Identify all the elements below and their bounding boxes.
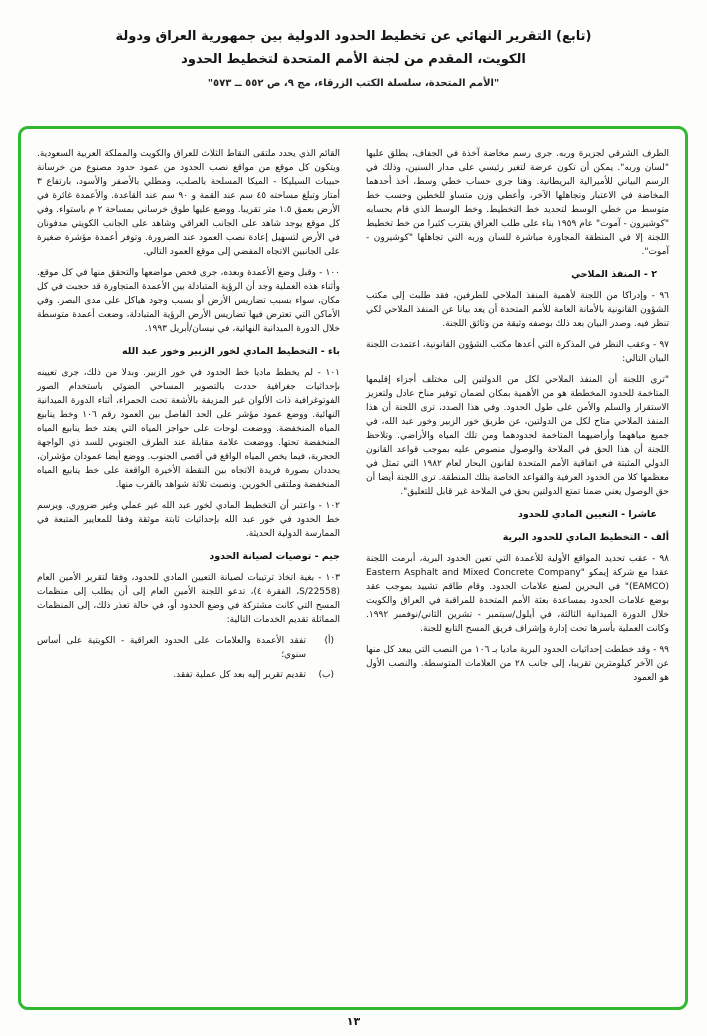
subsection-heading-maintenance-recommendations: جيم - توصيات لصيانة الحدود bbox=[209, 551, 340, 562]
paragraph-103: ١٠٣ - بغية اتخاذ ترتيبات لصيانة التعيين المادي للحدود، وفقا لتقرير الأمين العام (S/22558، الفقرة ٤)، تدعو اللجنة الأمين العام إلى أن يطلب إلى منظمات المسح التي كانت مشتركة في وضع الحدود أو، في حالة تعذر ذلك، إلى المنظمات المماثلة تقديم الخدمات التالية: bbox=[37, 573, 341, 625]
paragraph-99: ٩٩ - وقد خططت إحداثيات الحدود البرية ماديا بـ ١٠٦ من النصب التي يبعد كل منها عن الآخر كيلومترين تقريبا، إلى جانب ٢٨ من العلامات المتوسطة. والنصب الأول هو العمود bbox=[366, 645, 669, 683]
two-column-layout bbox=[37, 147, 669, 995]
document-title-line1: (تابع) التقرير النهائي عن تخطيط الحدود الدولية بين جمهورية العراق ودولة bbox=[115, 29, 592, 44]
list-marker-a: (أ) bbox=[324, 636, 334, 646]
document-header bbox=[0, 0, 707, 89]
subsection-heading-land-boundary: ألف - التخطيط المادي للحدود البرية bbox=[502, 532, 669, 543]
paragraph-102: ١٠٢ - واعتبر أن التخطيط المادي لخور عبد الله غير عملي وغير ضروري. ويرسم خط الحدود في خور عبد الله بإحداثيات ثابتة موثقة وفقا للمعايير المتبعة في الممارسة الدولية الحديثة. bbox=[37, 501, 340, 539]
list-text-b: تقديم تقرير إليه بعد كل عملية تفقد. bbox=[173, 670, 306, 680]
list-marker-b: (ب) bbox=[318, 670, 334, 680]
paragraph-101: ١٠١ - لم يخطط ماديا خط الحدود في خور الزبير. وبدلا من ذلك، جرى تعيينه بإحداثيات جغرافية حددت بالتصوير المساحي الضوئي باستخدام الصور الفوتوغرافية ذات الألوان غير المزيفة بالأشعة تحت الحمراء، أثناء الدورة الميدانية النهائية. ووضع عمود مؤشر على الحد الفاصل بين العمود رقم ١٠٦ وخط ينابيع المياه المنخفضة. ووضعت لوحات على حواجز المياه التي يعتد خط ينابيع المياه المنخفضة تحتها. ووضعت علامة مقابلة عند الطرف الجنوبي للسد ذي الواجهة الحجرية، فيما يخص المياه الواقع في أقصى الجنوب. ووضع أيضا عمودان مؤشران، يحددان بصورة فريدة الاتجاه بين النقطة الأخيرة الواقعة على خط ينابيع المياه المنخفضة وملتقى الخورين. ونصبت ثلاثة شواهد بالقرب منها. bbox=[37, 368, 340, 490]
document-title-line2: الكويت، المقدم من لجنة الأمم المتحدة لتخطيط الحدود bbox=[181, 51, 526, 67]
paragraph-100: ١٠٠ - وقبل وضع الأعمدة وبعده، جرى فحص مواضعها والتحقق منها في كل موقع. وأثناء هذه العملية وجد أن الرؤية المتبادلة بين الأعمدة المتجاورة قد حجبت في كل مكان، سواء بسبب تضاريس الأرض أو بسبب وجود هياكل على مدى البصر. وفي الأماكن التي تعترض فيها تضاريس الأرض الرؤية المتبادلة، وضعت أعمدة متوسطة خلال الدورة الميدانية النهائية، في نيسان/أبريل ١٩٩٣. bbox=[37, 268, 340, 334]
list-text-a: تفقد الأعمدة والعلامات على الحدود العراقية - الكويتية على أساس سنوي؛ bbox=[37, 636, 306, 660]
column-right bbox=[366, 147, 669, 995]
page-number: ١٣ bbox=[346, 1015, 361, 1028]
list-item-a bbox=[37, 634, 340, 662]
paragraph-continuation: الطرف الشرقي لجزيرة وربه. جرى رسم مخاضة آخذة في الجفاف، يطلق عليها "لسان وربه". يمكن أن تكون عرضة لتغير رئيسي على مدار السنين، وذلك في الرسم البياني للأميرالية البريطانية. وهنا جرى حساب خطي وسط، أخذ أحدهما المخاضة في الاعتبار وتجاهلها الآخر، وأعطي وزن متساو للخطين وحسب خط متوسط من خطي الوسط لتحديد خط التخطيط. وخط الوسط الذي قام بحسابه "كوشيرون - آموت" عام ١٩٥٩ بناء على طلب العراق يقترب كثيرا من خط تخطيط اللجنة إلا في المنطقة المجاورة مباشرة للسان وربه التي تجاهلها "كوشيرون - آموت". bbox=[366, 149, 670, 257]
quoted-statement: "ترى اللجنة أن المنفذ الملاحي لكل من الدولتين إلى مختلف أجزاء إقليمها المتاخمة للحدود المخططة هو من الأهمية بمكان لضمان توفير مناخ عادل ولتعزيز الاستقرار والسلم والأمن على طول الحدود. وفي هذا الصدد، ترى اللجنة أن هذا المنفذ الملاحي متاح لكل من الدولتين، عن طريق خور الزبير وخور عبد الله، في جميع مياههما وأراضيهما المتاخمة لحدودهما ومن تلك المياه والأراضي. وتلاحظ اللجنة أن هذا الحق في الملاحة والوصول منصوص عليه بموجب قواعد القانون الدولي المثبتة في اتفاقية الأمم المتحدة لقانون البحار لعام ١٩٨٢ التي تمثل في معظمها كلا من الحدود العرفية والقواعد الخاصة بتلك المنطقة. ترى اللجنة أيضا أن حق الوصول يعني ضمنا تمتع الدولتين بحق في الملاحة غير قابل للتعليق". bbox=[366, 375, 669, 497]
paragraph-96: ٩٦ - وإدراكا من اللجنة لأهمية المنفذ الملاحي للطرفين، فقد طلبت إلى مكتب الشؤون القانونية بالأمانة العامة للأمم المتحدة أن يعد بيانا عن المنفذ الملاحي لكي تنظر فيه. وصدر البيان بعد ذلك بوصفه وثيقة من وثائق اللجنة. bbox=[366, 291, 669, 329]
subsection-heading-khor-zubair: باء - التخطيط المادي لخور الزبير وخور عبد الله bbox=[121, 346, 340, 357]
content-frame bbox=[18, 126, 688, 1010]
paragraph-97: ٩٧ - وعقب النظر في المذكرة التي أعدها مكتب الشؤون القانونية، اعتمدت اللجنة البيان التالي: bbox=[366, 340, 669, 364]
document-citation: "الأمم المتحدة، سلسلة الكتب الزرقاء، مج ٩، ص ٥٥٢ ــ ٥٧٣" bbox=[207, 77, 500, 89]
column-left bbox=[37, 147, 340, 995]
paragraph-98: ٩٨ - عقب تحديد المواقع الأولية للأعمدة التي تعين الحدود البرية، أبرمت اللجنة عقدا مع شركة إيمكو "Eastern Asphalt and Mixed Concrete Company (EAMCO)" في البحرين لصنع علامات الحدود. وقام طاقم تشييد بموجب عقد بوضع علامات الحدود بمساعدة بعثة الأمم المتحدة للمراقبة في العراق والكويت خلال الدورة الميدانية الثالثة، في أيلول/سبتمبر - تشرين الثاني/نوفمبر ١٩٩٢. وكانت العملية بأسرها تحت إدارة وإشراف فريق المسح التابع للجنة. bbox=[366, 554, 669, 634]
paragraph-continuation-pillar: القائم الذي يحدد ملتقى النقاط الثلاث للعراق والكويت والمملكة العربية السعودية. ويتكون كل موقع من مواقع نصب الحدود من عمود حدود مصنوع من خرسانة حبيبات السيليكا - الميكا المسلحة بالصلب، ومطلي بالأصفر والأسود، بارتفاع ٣ أمتار وتبلغ مساحته ٤٥ سم عند القمة و ٩٠ سم عند القاعدة. والأعمدة غائرة في الأرض بعمق ١.٥ متر تقريبا. ووضع عليها طوق خرساني بمساحة ٢ م باستواء. وفي كل موقع يوجد شاهد على الجانب العراقي وشاهد على الجانب الكويتي مدفونان في الأرض لتسهيل إعادة نصب العمود عند الضرورة. وتوفر أعمدة مؤشرة صغيرة على الجانبين الاتجاه المفضي إلى موقع العمود التالي. bbox=[37, 149, 340, 257]
section-heading-navigational-access: ٢ - المنفذ الملاحي bbox=[571, 269, 657, 280]
section-heading-physical-demarcation: عاشرا - التعيين المادي للحدود bbox=[517, 509, 657, 520]
list-item-b bbox=[37, 668, 340, 682]
